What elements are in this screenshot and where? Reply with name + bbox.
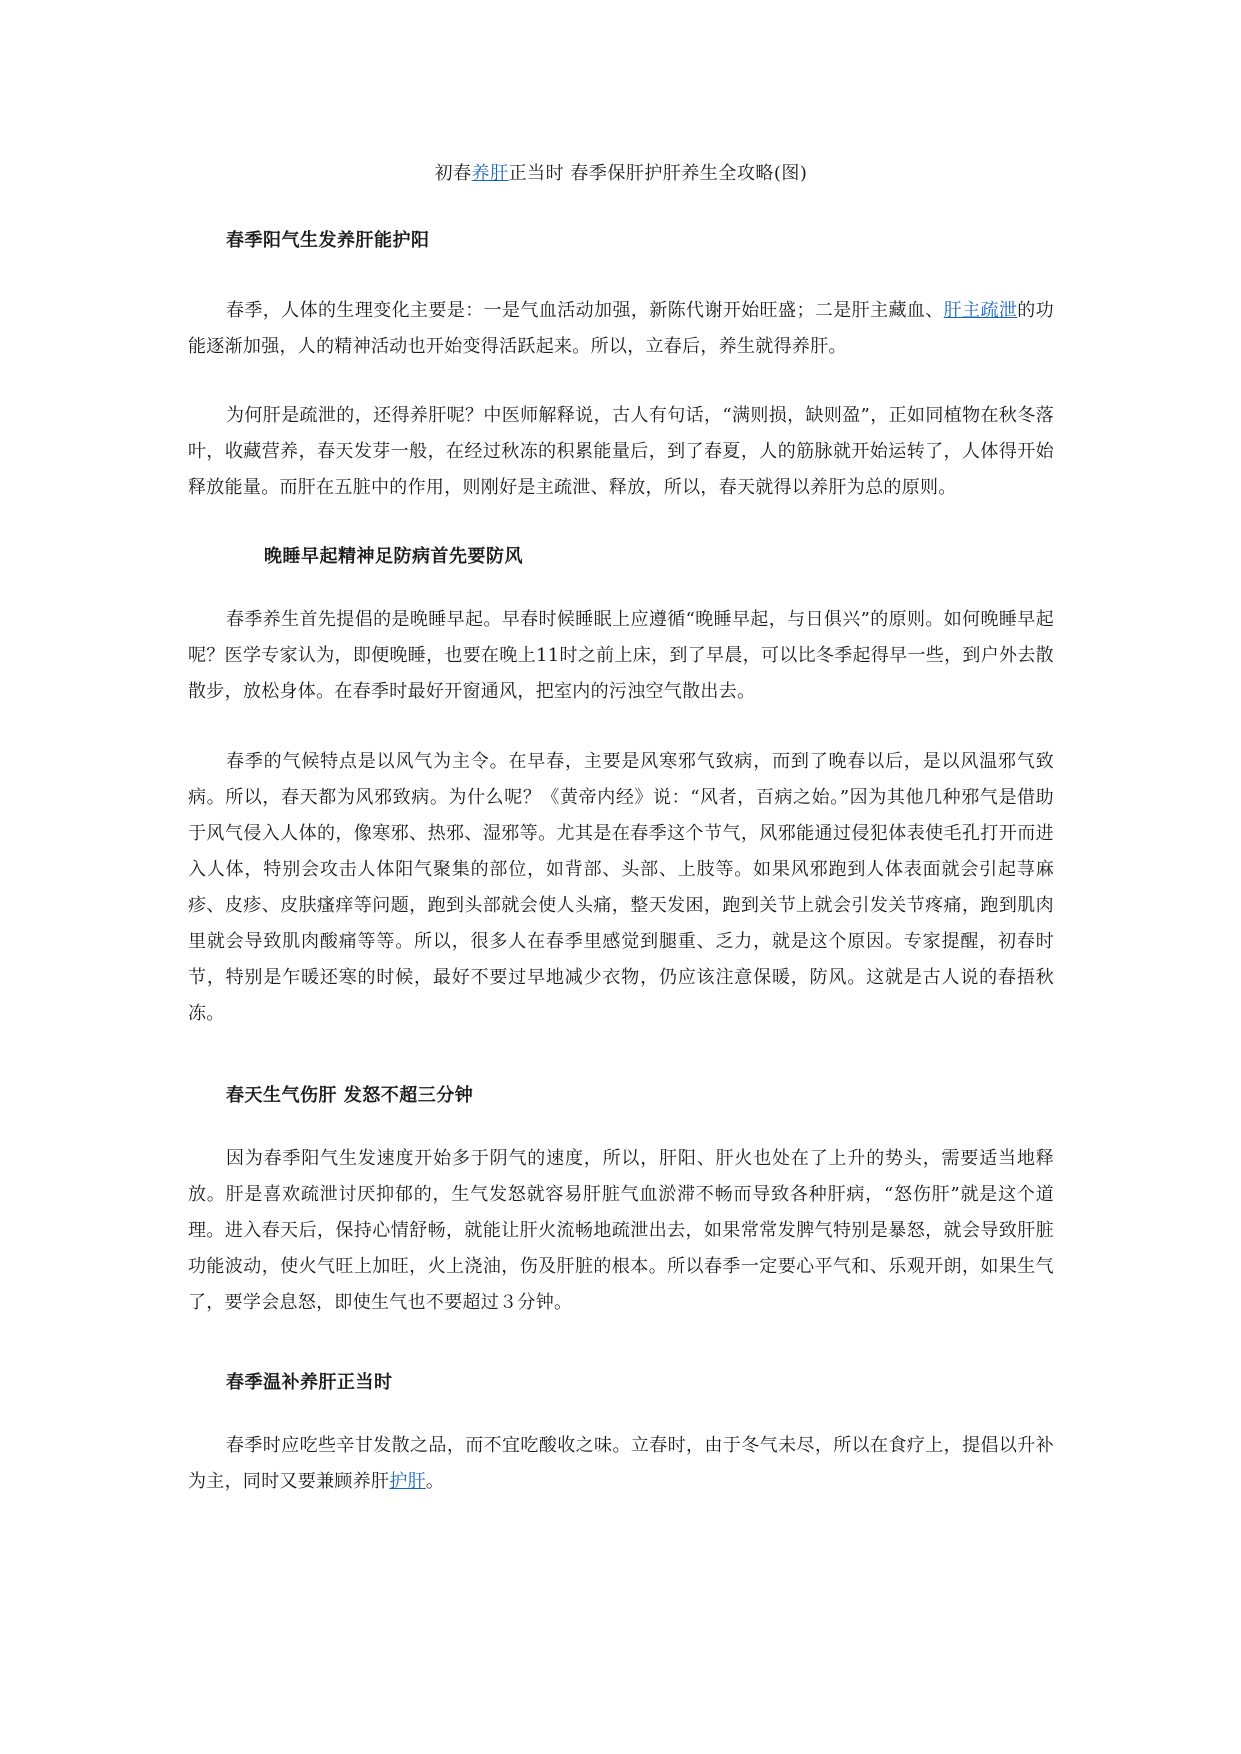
paragraph-2: 为何肝是疏泄的，还得养肝呢？中医师解释说，古人有句话，“满则损，缺则盈”，正如同植物在秋冬落叶，收藏营养，春天发芽一般，在经过秋冻的积累能量后，到了春夏，人的筋脉就开始运转了，人体得开始释放能量。而肝在五脏中的作用，则刚好是主疏泄、释放，所以，春天就得以养肝为总的原则。 bbox=[188, 405, 1054, 498]
section-heading-3: 春天生气伤肝 发怒不超三分钟 bbox=[226, 1085, 474, 1106]
paragraph-1 bbox=[188, 293, 1054, 365]
title-prefix: 初春 bbox=[434, 163, 472, 184]
link-hugan[interactable]: 护肝 bbox=[389, 1471, 426, 1492]
title-link-yanggan[interactable]: 养肝 bbox=[471, 163, 509, 184]
title-suffix: 正当时 春季保肝护肝养生全攻略(图) bbox=[508, 163, 808, 184]
paragraph-1-text-pre: 春季，人体的生理变化主要是：一是气血活动加强，新陈代谢开始旺盛；二是肝主藏血、 bbox=[226, 300, 944, 321]
section-heading-1: 春季阳气生发养肝能护阳 bbox=[226, 230, 430, 251]
paragraph-6-text-post: 。 bbox=[425, 1471, 445, 1492]
section-heading-4: 春季温补养肝正当时 bbox=[226, 1372, 393, 1393]
paragraph-6 bbox=[188, 1428, 1054, 1500]
section-heading-2: 晚睡早起精神足防病首先要防风 bbox=[264, 546, 523, 567]
paragraph-3: 春季养生首先提倡的是晚睡早起。早春时候睡眠上应遵循“晚睡早起，与日俱兴”的原则。如何晚睡早起呢？医学专家认为，即便晚睡，也要在晚上11时之前上床，到了早晨，可以比冬季起得早一些，到户外去散散步，放松身体。在春季时最好开窗通风，把室内的污浊空气散出去。 bbox=[188, 609, 1054, 702]
link-gan-zhu-shuxie[interactable]: 肝主疏泄 bbox=[943, 300, 1018, 321]
paragraph-6-text-pre: 春季时应吃些辛甘发散之品，而不宜吃酸收之味。立春时，由于冬气未尽，所以在食疗上，提倡以升补为主，同时又要兼顾养肝 bbox=[188, 1435, 1054, 1492]
paragraph-1-text-post: 的功能逐渐加强，人的精神活动也开始变得活跃起来。所以，立春后，养生就得养肝。 bbox=[188, 300, 1054, 357]
page-title bbox=[188, 161, 1054, 187]
paragraph-4: 春季的气候特点是以风气为主令。在早春，主要是风寒邪气致病，而到了晚春以后，是以风温邪气致病。所以，春天都为风邪致病。为什么呢？《黄帝内经》说：“风者，百病之始。”因为其他几种邪气是借助于风气侵入人体的，像寒邪、热邪、湿邪等。尤其是在春季这个节气，风邪能通过侵犯体表使毛孔打开而进入人体，特别会攻击人体阳气聚集的部位，如背部、头部、上肢等。如果风邪跑到人体表面就会引起荨麻疹、皮疹、皮肤瘙痒等问题，跑到头部就会使人头痛，整天发困，跑到关节上就会引发关节疼痛，跑到肌肉里就会导致肌肉酸痛等等。所以，很多人在春季里感觉到腿重、乏力，就是这个原因。专家提醒，初春时节，特别是乍暖还寒的时候，最好不要过早地减少衣物，仍应该注意保暖，防风。这就是古人说的春捂秋冻。 bbox=[188, 751, 1054, 1024]
paragraph-5: 因为春季阳气生发速度开始多于阴气的速度，所以，肝阳、肝火也处在了上升的势头，需要适当地释放。肝是喜欢疏泄讨厌抑郁的，生气发怒就容易肝脏气血淤滞不畅而导致各种肝病，“怒伤肝”就是这个道理。进入春天后，保持心情舒畅，就能让肝火流畅地疏泄出去，如果常常发脾气特别是暴怒，就会导致肝脏功能波动，使火气旺上加旺，火上浇油，伤及肝脏的根本。所以春季一定要心平气和、乐观开朗，如果生气了，要学会息怒，即使生气也不要超过３分钟。 bbox=[188, 1148, 1054, 1313]
